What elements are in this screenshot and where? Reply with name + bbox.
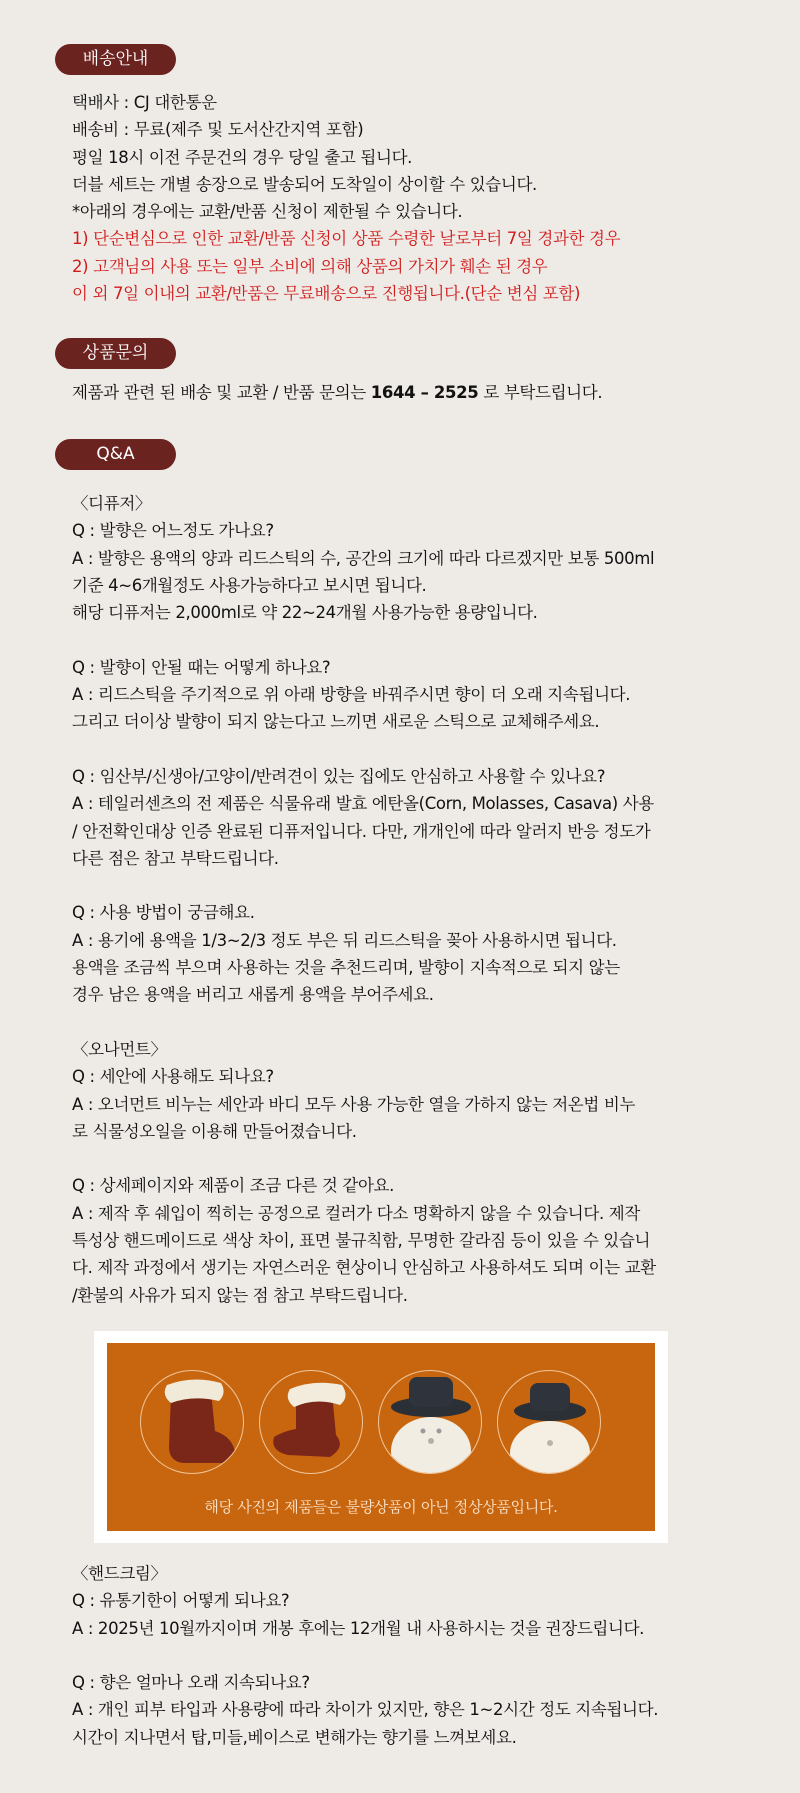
text-line: A : 오너먼트 비누는 세안과 바디 모두 사용 가능한 열을 가하지 않는 저온법 비누 (72, 1094, 636, 1114)
inquiry-info (72, 379, 772, 406)
blank-line (72, 1009, 772, 1036)
blank-line (72, 872, 772, 899)
inquiry-text: 제품과 관련 된 배송 및 교환 / 반품 문의는 1644 – 2525 로 부탁드립니다. (72, 383, 603, 402)
text-line: 경우 남은 용액을 버리고 새롭게 용액을 부어주세요. (72, 985, 434, 1005)
text-line: Q : 상세페이지와 제품이 조금 다른 것 같아요. (72, 1176, 395, 1196)
text-line: 더블 세트는 개별 송장으로 발송되어 도착일이 상이할 수 있습니다. (72, 174, 537, 194)
snowman-shape-2 (498, 1371, 601, 1474)
text-line: 배송비 : 무료(제주 및 도서산간지역 포함) (72, 120, 364, 140)
product-photo-background (107, 1343, 655, 1531)
text-line: 2) 고객님의 사용 또는 일부 소비에 의해 상품의 가치가 훼손 된 경우 (72, 256, 548, 276)
text-line: Q : 세안에 사용해도 되나요? (72, 1067, 274, 1087)
text-line: *아래의 경우에는 교환/반품 신청이 제한될 수 있습니다. (72, 202, 463, 222)
blank-line (72, 1145, 772, 1172)
text-line: 기준 4~6개월정도 사용가능하다고 보시면 됩니다. (72, 575, 427, 595)
text-line: 〈핸드크림〉 (72, 1564, 167, 1583)
snowman-shape-1 (379, 1371, 482, 1474)
qa-handcream (72, 1560, 772, 1751)
blank-line (72, 736, 772, 763)
text-line: 그리고 더이상 발향이 되지 않는다고 느끼면 새로운 스틱으로 교체해주세요. (72, 712, 600, 732)
boot-shape-1 (141, 1371, 244, 1474)
text-line: 시간이 지나면서 탑,미들,베이스로 변해가는 향기를 느껴보세요. (72, 1727, 517, 1747)
qa-section-title: Q&A (55, 439, 176, 470)
text-line: / 안전확인대상 인증 완료된 디퓨저입니다. 다만, 개개인에 따라 알러지 반응 정도가 (72, 821, 651, 841)
text-line: Q : 임산부/신생아/고양이/반려견이 있는 집에도 안심하고 사용할 수 있나요? (72, 766, 606, 786)
ornament-snowman-2 (497, 1370, 601, 1474)
text-line: A : 제작 후 쉐입이 찍히는 공정으로 컬러가 다소 명확하지 않을 수 있습니다. 제작 (72, 1203, 640, 1223)
text-line: A : 용기에 용액을 1/3~2/3 정도 부은 뒤 리드스틱을 꽂아 사용하시면 됩니다. (72, 930, 617, 950)
text-line: Q : 발향은 어느정도 가나요? (72, 521, 274, 541)
blank-line (72, 626, 772, 653)
boot-shape-2 (260, 1371, 363, 1474)
text-line: Q : 향은 얼마나 오래 지속되나요? (72, 1673, 310, 1693)
text-line: A : 2025년 10월까지이며 개봉 후에는 12개월 내 사용하시는 것을 권장드립니다. (72, 1618, 645, 1638)
text-line: A : 개인 피부 타입과 사용량에 따라 차이가 있지만, 향은 1~2시간 정도 지속됩니다. (72, 1700, 659, 1720)
text-line: 1) 단순변심으로 인한 교환/반품 신청이 상품 수령한 날로부터 7일 경과한 경우 (72, 229, 621, 249)
text-line: 평일 18시 이전 주문건의 경우 당일 출고 됩니다. (72, 147, 413, 167)
shipping-section-title: 배송안내 (55, 44, 176, 75)
text-line: Q : 유통기한이 어떻게 되나요? (72, 1591, 290, 1611)
text-line: A : 리드스틱을 주기적으로 위 아래 방향을 바꿔주시면 향이 더 오래 지속됩니다. (72, 685, 631, 705)
qa-diffuser-ornament (72, 490, 772, 1309)
product-photo (94, 1331, 668, 1543)
ornament-boot-2 (259, 1370, 363, 1474)
text-line: Q : 사용 방법이 궁금해요. (72, 903, 255, 923)
text-line: 택배사 : CJ 대한통운 (72, 93, 217, 112)
inquiry-section-title: 상품문의 (55, 338, 176, 369)
text-line: A : 발향은 용액의 양과 리드스틱의 수, 공간의 크기에 따라 다르겠지만 보통 500ml (72, 548, 655, 568)
shipping-info (72, 89, 772, 307)
text-line: A : 테일러센츠의 전 제품은 식물유래 발효 에탄올(Corn, Molasses, Casava) 사용 (72, 794, 654, 814)
text-line: 용액을 조금씩 부으며 사용하는 것을 추천드리며, 발향이 지속적으로 되지 않는 (72, 958, 620, 978)
text-line: Q : 발향이 안될 때는 어떻게 하나요? (72, 657, 331, 677)
inquiry-phone: 1644 – 2525 (370, 383, 479, 402)
text-line: 특성상 핸드메이드로 색상 차이, 표면 불규칙함, 무명한 갈라짐 등이 있을 수 있습니 (72, 1231, 651, 1251)
text-line: /환불의 사유가 되지 않는 점 참고 부탁드립니다. (72, 1285, 408, 1305)
ornament-boot-1 (140, 1370, 244, 1474)
text-line: 다. 제작 과정에서 생기는 자연스러운 현상이니 안심하고 사용하셔도 되며 이는 교환 (72, 1258, 656, 1278)
text-line: 이 외 7일 이내의 교환/반품은 무료배송으로 진행됩니다.(단순 변심 포함) (72, 284, 581, 304)
text-line: 로 식물성오일을 이용해 만들어졌습니다. (72, 1121, 357, 1141)
photo-caption: 해당 사진의 제품들은 불량상품이 아닌 정상상품입니다. (204, 1498, 558, 1516)
text-line: 〈오나먼트〉 (72, 1039, 167, 1059)
blank-line (72, 1642, 772, 1669)
text-line: 해당 디퓨저는 2,000ml로 약 22~24개월 사용가능한 용량입니다. (72, 603, 538, 623)
text-line: 〈디퓨저〉 (72, 494, 152, 513)
text-line: 다른 점은 참고 부탁드립니다. (72, 848, 279, 868)
ornament-snowman-1 (378, 1370, 482, 1474)
